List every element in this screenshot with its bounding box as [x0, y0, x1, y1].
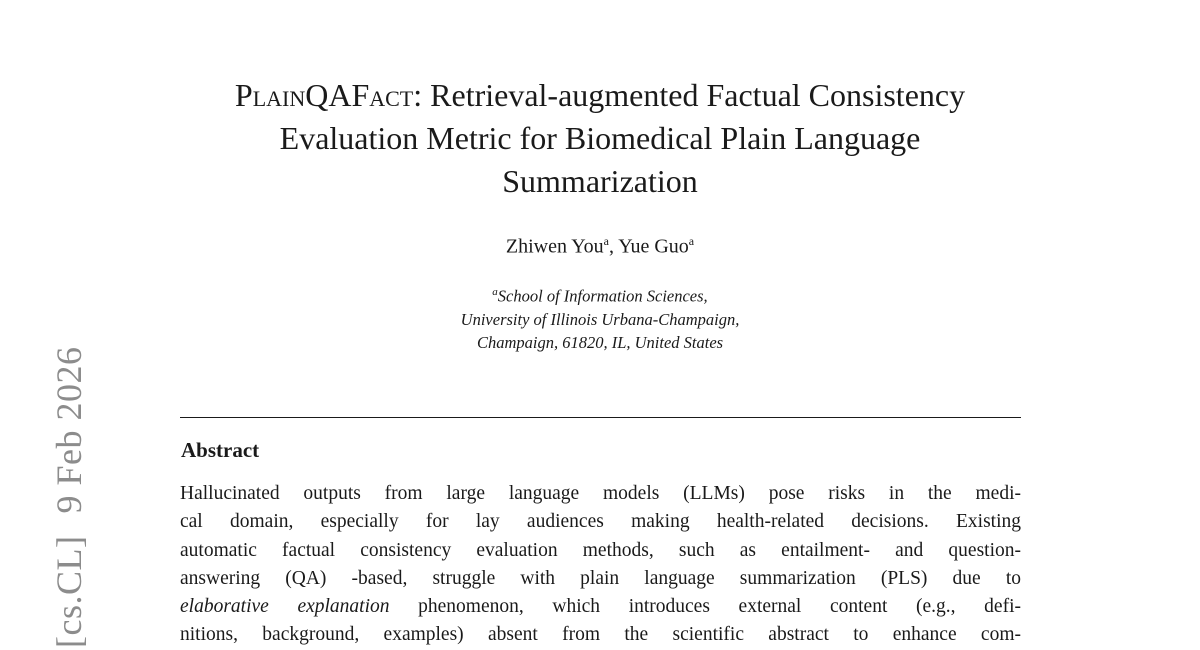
abstract-line: Hallucinated outputs from large language models (LLMs) pose risks in the medi-: [180, 483, 1021, 504]
affiliation-text: School of Information Sciences,: [497, 286, 708, 306]
affiliation-line-1: [300, 281, 900, 308]
title-line-1-rest: : Retrieval-augmented Factual Consistency: [413, 77, 966, 113]
author-list: [300, 234, 900, 259]
abstract-body: [180, 480, 1021, 650]
affiliation-line-3: Champaign, 61820, IL, United States: [476, 332, 724, 352]
author-affil-mark: a: [688, 234, 695, 248]
arxiv-date: 9 Feb 2026: [49, 346, 89, 514]
title-method-name: PlainQAFact: [234, 77, 414, 113]
abstract-line: nitions, background, examples) absent from the scientific abstract to enhance com-: [180, 624, 1021, 646]
arxiv-side-stamp: [48, 347, 90, 648]
author-affil-mark: a: [603, 234, 609, 248]
paper-title: [160, 74, 1040, 203]
section-divider: [180, 417, 1021, 418]
author-name: Yue Guo: [618, 235, 689, 258]
arxiv-category: [cs.CL]: [49, 535, 89, 648]
affiliation-block: [300, 281, 900, 354]
abstract-line: cal domain, especially for lay audiences making health-related decisions. Existing: [180, 511, 1021, 533]
author-separator: ,: [608, 235, 619, 258]
title-line-3: Summarization: [502, 163, 698, 199]
abstract-line: automatic factual consistency evaluation methods, such as entailment- and question-: [180, 539, 1021, 561]
author-name: Zhiwen You: [505, 235, 604, 258]
affiliation-mark: a: [492, 286, 498, 298]
abstract-heading: Abstract: [181, 438, 260, 462]
title-line-1: [160, 74, 1040, 117]
affiliation-line-2: University of Illinois Urbana-Champaign,: [460, 309, 740, 329]
title-line-2: Evaluation Metric for Biomedical Plain Language: [279, 120, 921, 156]
emphasized-term: elaborative explanation: [180, 596, 390, 618]
abstract-line: answering (QA) -based, struggle with plain language summarization (PLS) due to: [180, 567, 1021, 589]
abstract-line: elaborative explanation phenomenon, which introduces external content (e.g., defi-: [180, 596, 1021, 618]
